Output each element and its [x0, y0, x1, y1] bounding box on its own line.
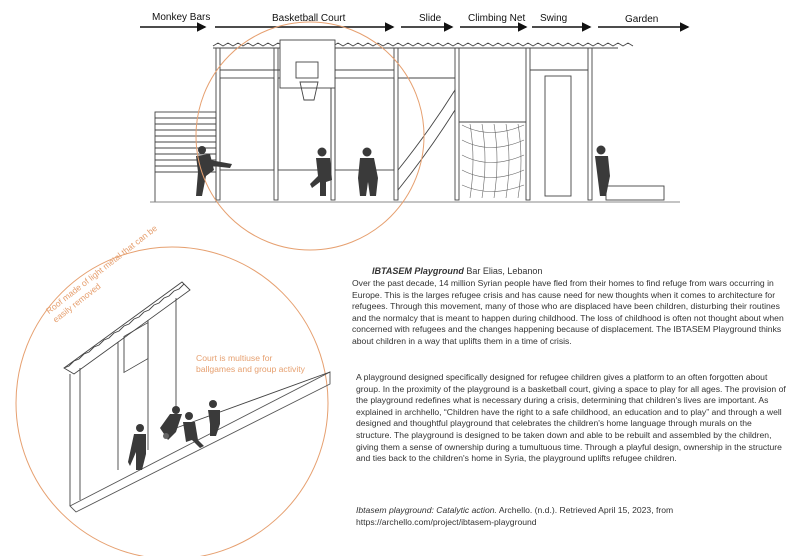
backboard — [280, 40, 335, 88]
column — [526, 48, 530, 200]
column — [455, 48, 459, 200]
article-location: Bar Elias, Lebanon — [466, 266, 543, 276]
swing-frame — [545, 76, 571, 196]
zone-label-garden: Garden — [625, 14, 659, 25]
zone-label-monkey-bars: Monkey Bars — [152, 12, 211, 23]
children-figures-detail — [128, 400, 220, 470]
court-annotation-line1: Court is multiuse for — [196, 353, 273, 363]
court-annotation-line2: ballgames and group activity — [196, 364, 305, 374]
zone-label-swing: Swing — [540, 13, 568, 24]
column — [274, 48, 278, 200]
article-title-line — [372, 266, 542, 276]
children-figures-top — [196, 146, 610, 197]
article-paragraph-2: A playground designed specifically designed for refugee children gives a platform to an often forgotten about group. In the proximity of the playground is a basketball court, giving a space to play for all ages. The provision of the playground redefines what is necessary during a crisis, determining that children's lives are important. As explained in archhello, “Children have the right to a safe childhood, an education and to play” and through a well designed and thoughtful playground that celebrates the children's home language through murals on the structure. The playground is designed to be taken down and able to be rebuilt and assembled by the children, giving them a sense of ownership during a tumultuous time. Through a playful design, ownership in the structure and ties back to the children's home in Syria, the playground uplifts refugee children. — [356, 372, 786, 464]
roof — [213, 43, 633, 46]
zone-label-slide: Slide — [419, 13, 442, 24]
court-perspective — [64, 282, 330, 512]
climbing-net — [462, 124, 524, 198]
roof-annotation: Roof made of light metal that can be easily removed — [44, 223, 159, 325]
slide — [398, 90, 455, 190]
perspective-backboard — [124, 323, 148, 373]
garden-bench — [606, 186, 664, 200]
article-paragraph-1: Over the past decade, 14 million Syrian people have fled from their homes to find refuge from wars occurring in Europe. This is the larges refugee crisis and has cause need for new thoughts when it comes to architecture for refugees. Through this movement, many of those who are displaced have been children, disturbing their routines and the normalcy that is meant to happen during childhood. The loss of childhood is often not thought about when concerned with refugees and the changes happening because of displacement. The IBTASEM Playground thinks about children in a way that uplifts them in a time of crisis. — [352, 278, 784, 346]
article-title: IBTASEM Playground — [372, 266, 464, 276]
column — [588, 48, 592, 200]
column — [394, 48, 398, 200]
citation-title: Ibtasem playground: Catalytic action. — [356, 505, 497, 515]
citation — [356, 505, 776, 528]
citation-source: Archello. (n.d.). Retrieved April 15, 2023, from https://archello.com/project/ibtasem-playground — [356, 505, 674, 527]
zone-label-climbing-net: Climbing Net — [468, 13, 526, 24]
zone-label-basketball-court: Basketball Court — [272, 13, 346, 24]
panel — [335, 78, 394, 170]
panel — [220, 78, 274, 170]
